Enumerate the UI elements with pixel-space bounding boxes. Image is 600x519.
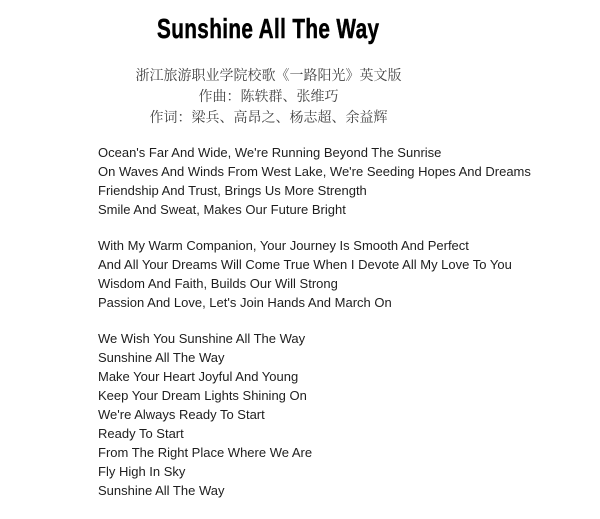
lyric-line: Keep Your Dream Lights Shining On	[98, 388, 307, 403]
composer-credit: 作曲：陈轶群、张维巧	[198, 88, 339, 104]
stanza-3	[98, 329, 537, 500]
lyric-line: On Waves And Winds From West Lake, We're Seeding Hopes And Dreams	[98, 164, 531, 179]
lyric-line: With My Warm Companion, Your Journey Is Smooth And Perfect	[98, 238, 469, 253]
lyrics-page	[0, 14, 537, 500]
song-credits	[0, 65, 537, 128]
lyric-line: Passion And Love, Let's Join Hands And March On	[98, 295, 392, 310]
lyric-line: Ready To Start	[98, 426, 184, 441]
lyric-line: We're Always Ready To Start	[98, 407, 265, 422]
stanza-2	[98, 236, 537, 312]
song-subtitle: 浙江旅游职业学院校歌《一路阳光》英文版	[135, 67, 402, 83]
page-title	[0, 14, 537, 44]
lyric-line: Sunshine All The Way	[98, 350, 225, 365]
stanza-1	[98, 143, 537, 219]
lyric-line: Friendship And Trust, Brings Us More Strength	[98, 183, 367, 198]
lyric-line: Sunshine All The Way	[98, 483, 225, 498]
lyric-line: Wisdom And Faith, Builds Our Will Strong	[98, 276, 338, 291]
lyric-line: Fly High In Sky	[98, 464, 186, 479]
song-title: Sunshine All The Way	[157, 13, 380, 44]
lyric-line: And All Your Dreams Will Come True When I Devote All My Love To You	[98, 257, 512, 272]
lyric-line: From The Right Place Where We Are	[98, 445, 313, 460]
lyric-line: We Wish You Sunshine All The Way	[98, 331, 306, 346]
lyrics-body	[98, 143, 537, 500]
lyricist-credit: 作词：梁兵、高昂之、杨志超、余益辉	[149, 109, 388, 125]
lyric-line: Smile And Sweat, Makes Our Future Bright	[98, 202, 346, 217]
lyric-line: Make Your Heart Joyful And Young	[98, 369, 299, 384]
lyric-line: Ocean's Far And Wide, We're Running Beyond The Sunrise	[98, 145, 442, 160]
